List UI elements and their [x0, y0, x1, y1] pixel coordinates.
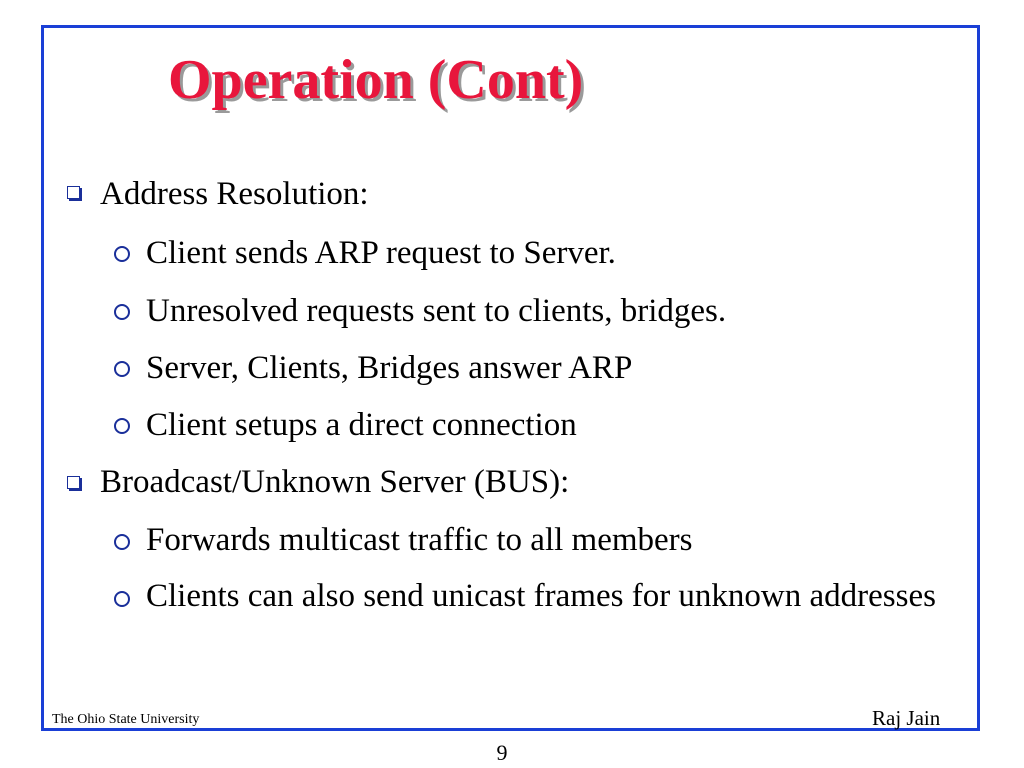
page-number: 9	[496, 740, 508, 765]
sub-bullet-text: Unresolved requests sent to clients, bridges.	[146, 293, 727, 329]
ring-bullet-icon	[114, 246, 130, 262]
bullet-text: Address Resolution:	[100, 176, 369, 212]
sub-bullet-text: Clients can also send unicast frames for unknown addresses	[146, 578, 936, 614]
ring-bullet-icon	[114, 361, 130, 377]
sub-bullet-text: Forwards multicast traffic to all members	[146, 522, 693, 558]
hollow-square-bullet-icon	[67, 476, 80, 489]
hollow-square-bullet-icon	[67, 186, 80, 199]
sub-bullet-text: Client sends ARP request to Server.	[146, 235, 616, 271]
footer-author: Raj Jain	[872, 706, 941, 730]
slide-title: Operation (Cont)	[168, 49, 584, 111]
sub-bullet-text: Client setups a direct connection	[146, 407, 577, 443]
ring-bullet-icon	[114, 534, 130, 550]
footer-institution: The Ohio State University	[52, 712, 200, 727]
bullet-text: Broadcast/Unknown Server (BUS):	[100, 464, 570, 500]
ring-bullet-icon	[114, 591, 130, 607]
ring-bullet-icon	[114, 418, 130, 434]
sub-bullet-text: Server, Clients, Bridges answer ARP	[146, 350, 633, 386]
ring-bullet-icon	[114, 304, 130, 320]
